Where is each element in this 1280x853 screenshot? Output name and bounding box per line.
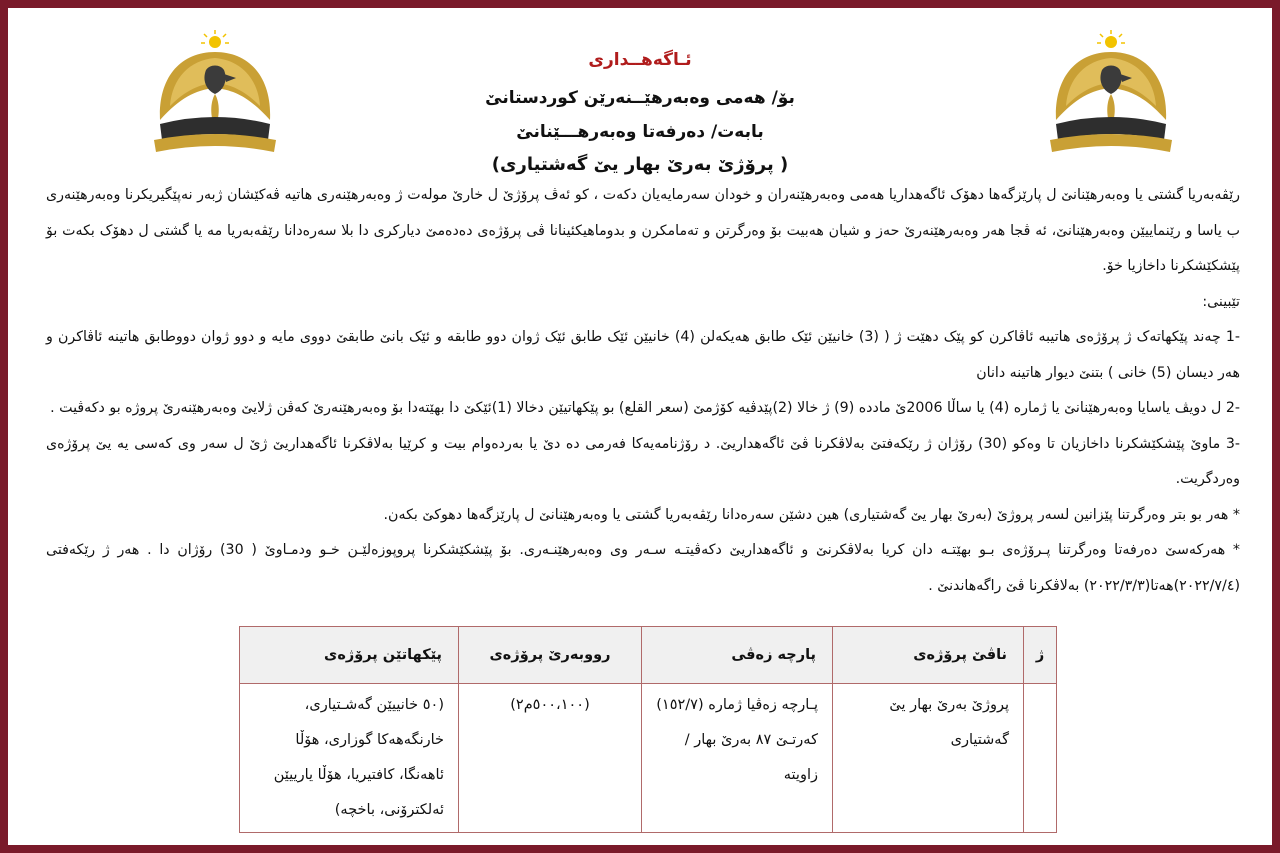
note-2: -2 ل دویڤ یاسایا وەبەرهێنانێ یا ژمارە (4) یا ساڵا 2006ێ ماددە (9) ژ خالا (2)پێدڤیە کۆژمێ (سعر القلع) بو پێکهاتیێن دخالا (1)ئێکێ دا بهێتەدا بۆ وەبەرهێنەرێ کەڤن ژلایێ وەبەرهێنەرێ پروژە بو دکەڤیت . bbox=[50, 400, 1240, 416]
project-heading: ( پرۆژێ بەرێ بهار یێ گەشتیاری) bbox=[491, 154, 789, 175]
col-land-plot-header: پارچە زەڤی bbox=[642, 627, 833, 684]
kurdistan-emblem-icon bbox=[1036, 28, 1186, 163]
recipient-line: بۆ/ هەمی وەبەرهێــنەرێن کوردستانێ bbox=[485, 88, 795, 108]
col-project-name-header: ناڤێ پرۆژەی bbox=[833, 627, 1024, 684]
star-note-1: * هەر بو بتر وەرگرتنا پێزانین لسەر پروژێ (بەرێ بهار یێ گەشتیاری) هین دشێن سەرەدانا رێڤەبەریا گشتی یا وەبەرهێنانێ ل پارێزگەها دهوکێ بکەن. bbox=[383, 506, 1240, 523]
cell-project-area: (٥٠٠،١٠٠م٢) bbox=[459, 684, 642, 833]
announcement-page bbox=[8, 8, 1272, 845]
cell-land-plot: پـارچە زەڤیا ژمارە (١٥٢/٧) کەرتـێ ٨٧ بەرێ بهار / زاویتە bbox=[642, 684, 833, 833]
subject-line: بابەت/ دەرفەتا وەبەرهـــێنانێ bbox=[516, 122, 764, 142]
col-project-area-header: رووبەرێ پرۆژەی bbox=[459, 627, 642, 684]
table-header-row bbox=[240, 627, 1057, 684]
intro-paragraph: رێڤەبەریا گشتی یا وەبەرهێنانێ ل پارێزگەها دهۆک ئاگەهداریا هەمی وەبەرهێنەران و خودان سەرمایەیان دکەت ، کو ئەڤ پرۆژێ ل خارێ مولەت ژ وەبەرهێنەری هاتیە ڤەکێشان ژبەر نەپێگیریکرنا وەبەرهێنەری ب یاسا و رێنماییێن وەبەرهێنانێ، ئە ڤجا هەر وەبەرهێنەرێ حەز و شیان هەبیت بۆ وەرگرتن و تەمامکرن و بدوماهیکئینانا ڤی پرۆژەی دەدەمێ دیارکری دا بلا سەرەدانا رێڤەبەریا مە یا گشتی ل دهۆک بکەت بۆ پێشکێشکرنا داخازیا خۆ. bbox=[46, 187, 1240, 274]
col-number-header: ژ bbox=[1024, 627, 1057, 684]
project-table bbox=[239, 626, 1057, 826]
star-note-2: * هەرکەسێ دەرفەتا وەرگرتنا پـرۆژەی بـو بهێتـە دان کریا بەلاڤکرنێ و ئاگەهداریێ دکەڤیتـە سـەر وی وەبەرهێنـەری. بۆ پێشکێشکرنا پروپوزەلێـن خـو ودمـاوێ ( 30) رۆژان دا . هەر ژ رێکەفتی (٢٠٢٢/٧/٤)هەتا(٢٠٢٢/٣/٣) بەلاڤکرنا ڤێ راگەهاندنێ . bbox=[46, 542, 1240, 594]
notes-heading: تێبینی: bbox=[1202, 293, 1240, 310]
col-components-header: پێکهاتێن پرۆژەی bbox=[240, 627, 459, 684]
announcement-title: ئـاگەهــداری bbox=[588, 50, 692, 70]
kurdistan-emblem-icon bbox=[140, 28, 290, 163]
table-row bbox=[240, 684, 1057, 833]
cell-project-name: پروژێ بەرێ بهار یێ گەشتیاری bbox=[833, 684, 1024, 833]
announcement-body bbox=[46, 178, 1240, 604]
cell-components: (٥٠ خانییێن گەشـتیاری، خارنگەهەکا گوزاری، هۆڵا ئاهەنگا، کافتیریا، هۆڵا یارییێن ئەلکترۆنی، باخچە) bbox=[240, 684, 459, 833]
note-3: -3 ماوێ پێشکێشکرنا داخازیان تا وەکو (30) رۆژان ژ رێکەفتێ بەلاڤکرنا ڤێ ئاگەهداریێ. د رۆژنامەیەکا فەرمی دە دێ یا بەردەوام بیت و کرێیا بەلاڤکرنا ئاگەهداریێ ژێ ل سەر وی کەسی یە یێ پرۆژەی وەردگریت. bbox=[46, 435, 1240, 487]
note-1: -1 چەند پێکهاتەک ژ پرۆژەی هاتیبە ئاڤاکرن کو پێک دهێت ژ ( (3) خانیێن ئێک طابق هەیکەلن (4) خانیێن ئێک طابق ئێک ژوان دوو طابقە و ئێک بانێ طابقێ دووی مایە و دوو ژوان دووطابق هاتینە ئاڤاکرن و هەر دیسان (5) خانی ) بتنێ دیوار هاتینە دانان bbox=[46, 329, 1241, 381]
cell-number bbox=[1024, 684, 1057, 833]
